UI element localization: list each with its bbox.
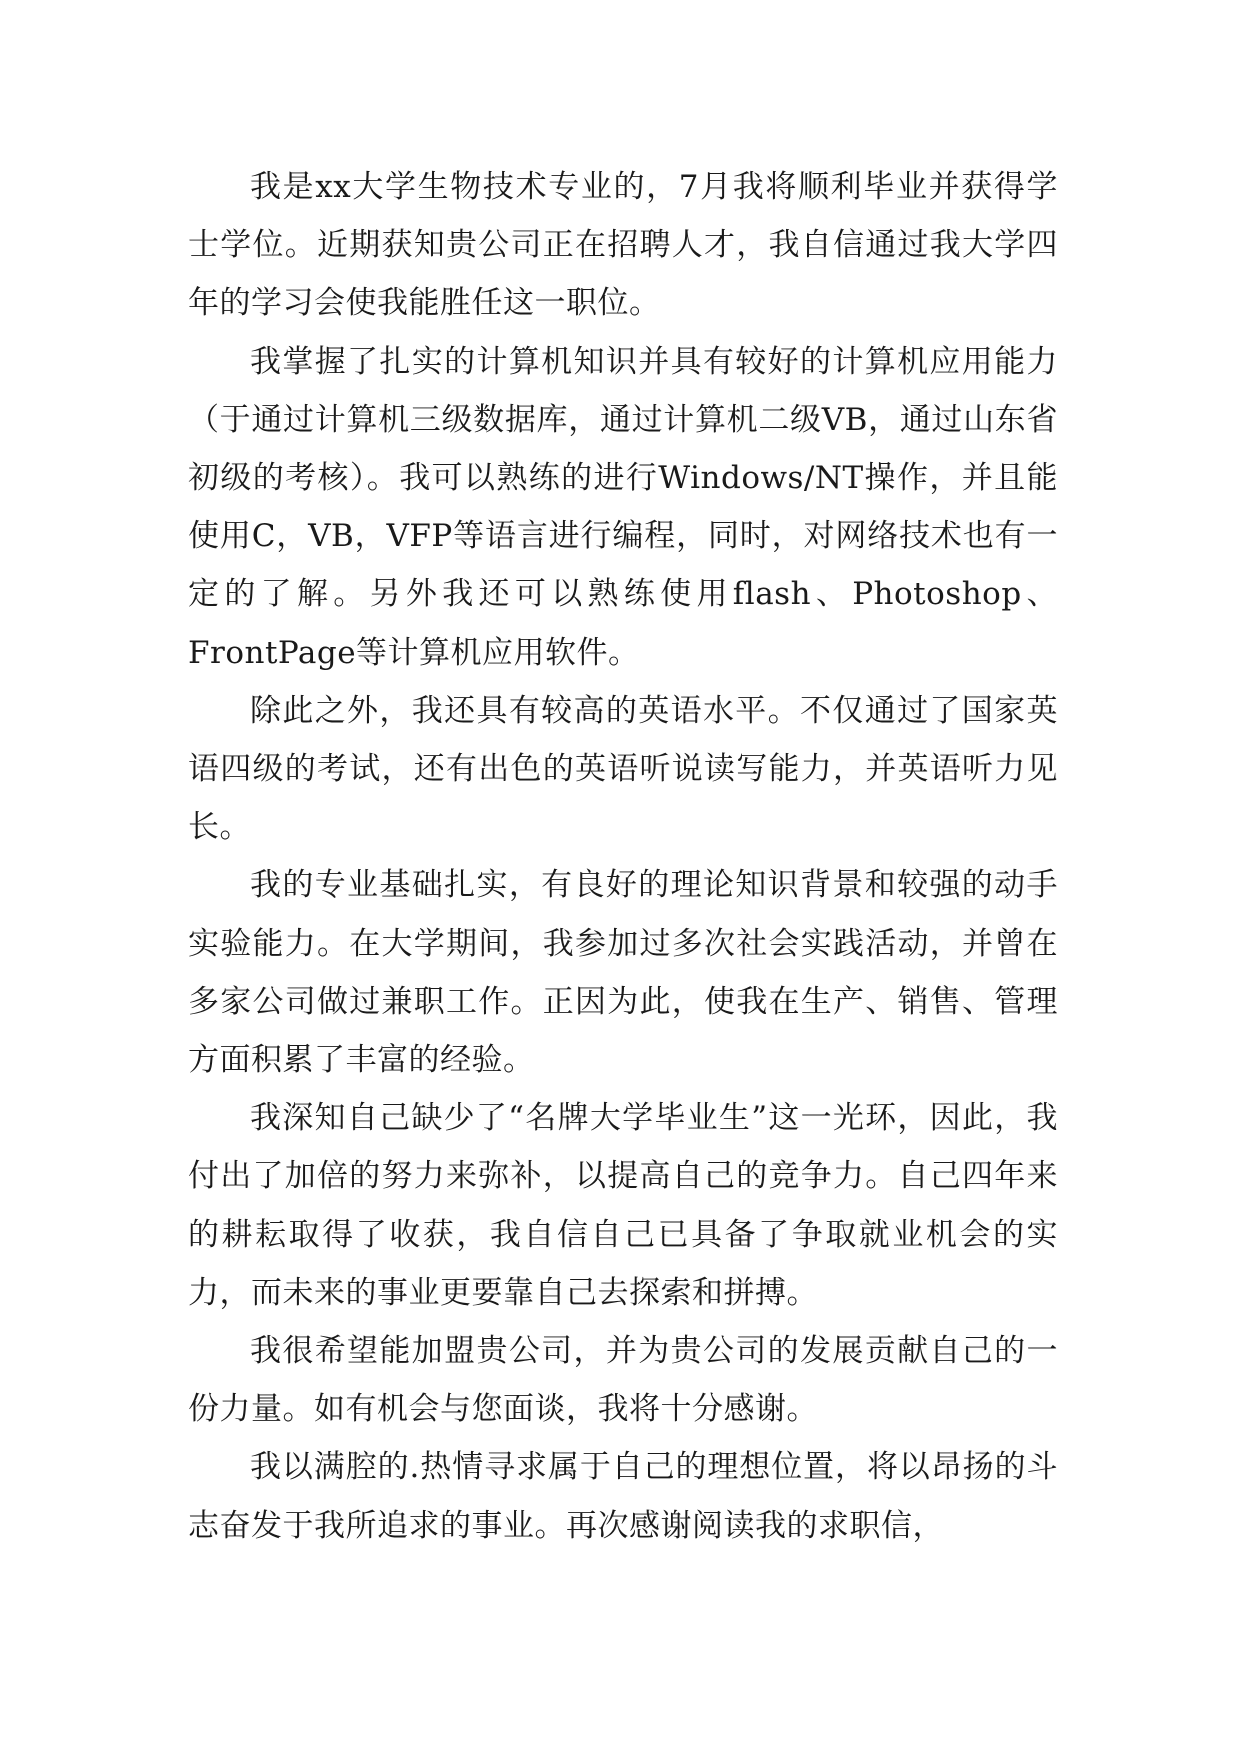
paragraph-6: 我很希望能加盟贵公司，并为贵公司的发展贡献自己的一份力量。如有机会与您面谈，我将十分感谢。 <box>188 1333 1058 1428</box>
paragraph-7: 我以满腔的.热情寻求属于自己的理想位置，将以昂扬的斗志奋发于我所追求的事业。再次感谢阅读我的求职信， <box>188 1449 1058 1544</box>
paragraph-5: 我深知自己缺少了“名牌大学毕业生”这一光环，因此，我付出了加倍的努力来弥补，以提高自己的竞争力。自己四年来的耕耘取得了收获，我自信自己已具备了争取就业机会的实力，而未来的事业更要靠自己去探索和拼搏。 <box>188 1100 1058 1311</box>
document-body <box>188 158 1058 1555</box>
paragraph-1: 我是xx大学生物技术专业的，7月我将顺利毕业并获得学士学位。近期获知贵公司正在招聘人才，我自信通过我大学四年的学习会使我能胜任这一职位。 <box>188 169 1058 322</box>
paragraph-4: 我的专业基础扎实，有良好的理论知识背景和较强的动手实验能力。在大学期间，我参加过多次社会实践活动，并曾在多家公司做过兼职工作。正因为此，使我在生产、销售、管理方面积累了丰富的经验。 <box>188 867 1058 1079</box>
paragraph-3: 除此之外，我还具有较高的英语水平。不仅通过了国家英语四级的考试，还有出色的英语听说读写能力，并英语听力见长。 <box>188 692 1058 846</box>
paragraph-2: 我掌握了扎实的计算机知识并具有较好的计算机应用能力（于通过计算机三级数据库，通过计算机二级VB，通过山东省初级的考核）。我可以熟练的进行Windows/NT操作，并且能使用C，VB，VFP等语言进行编程，同时，对网络技术也有一定的了解。另外我还可以熟练使用flash、Photoshop、FrontPage等计算机应用软件。 <box>188 343 1058 671</box>
